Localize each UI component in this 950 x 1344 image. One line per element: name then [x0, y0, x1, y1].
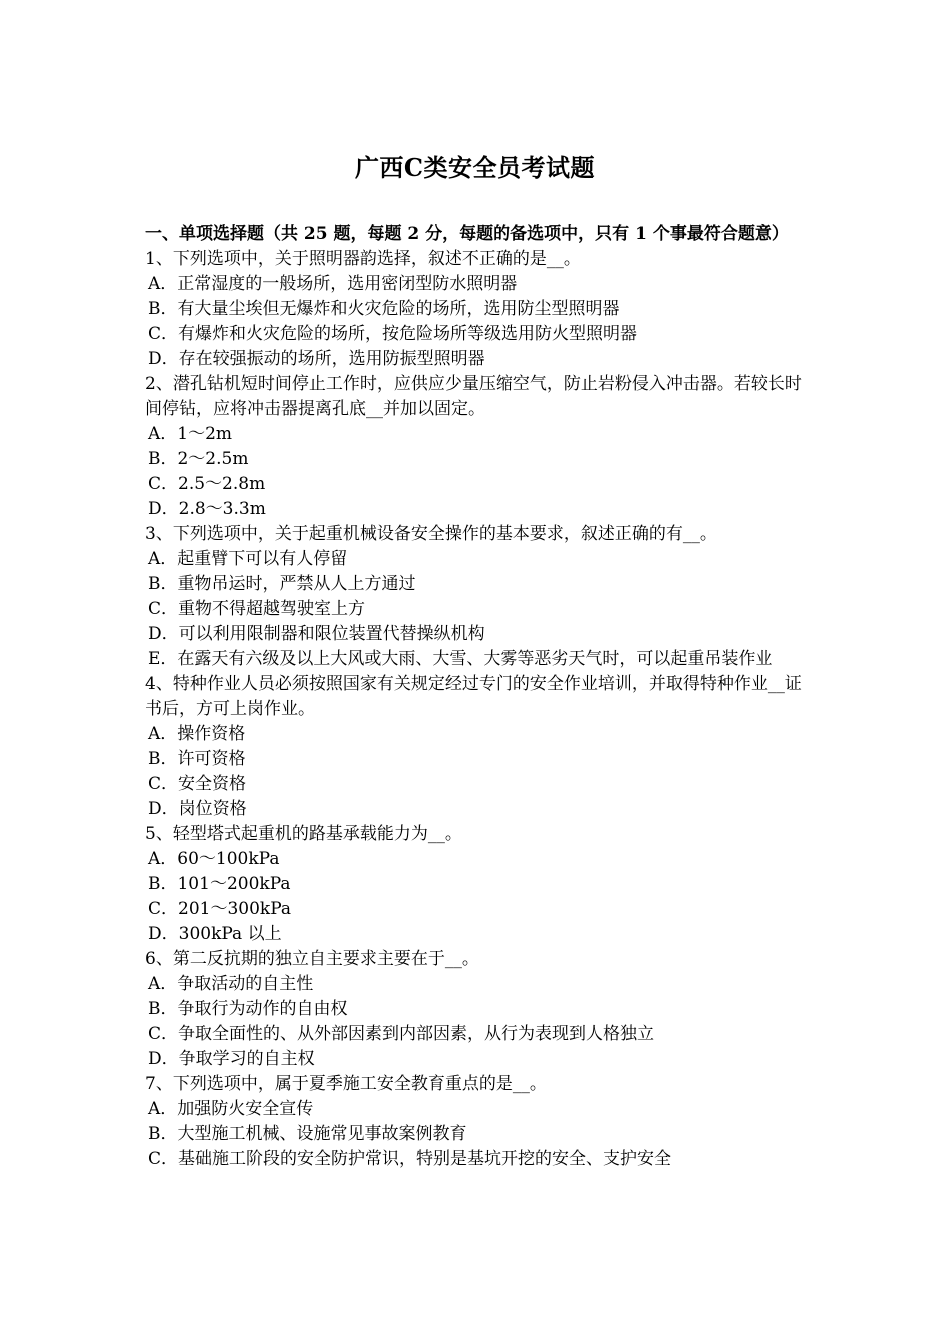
answer-option: C．有爆炸和火灾危险的场所，按危险场所等级选用防火型照明器 [148, 324, 638, 344]
question-list [145, 247, 810, 1172]
answer-option: B．有大量尘埃但无爆炸和火灾危险的场所，选用防尘型照明器 [148, 299, 620, 319]
question-stem: 4、特种作业人员必须按照国家有关规定经过专门的安全作业培训，并取得特种作业__证书后，方可上岗作业。 [145, 674, 802, 719]
document-title: 广西C类安全员考试题 [354, 153, 596, 182]
question-item [145, 947, 810, 1072]
answer-option: D．300kPa 以上 [148, 924, 282, 944]
answer-option: A．正常湿度的一般场所，选用密闭型防水照明器 [148, 274, 518, 294]
answer-option: A．加强防火安全宣传 [148, 1099, 314, 1119]
answer-option: C．基础施工阶段的安全防护常识，特别是基坑开挖的安全、支护安全 [148, 1149, 672, 1169]
question-item [145, 522, 810, 672]
answer-option: B．101～200kPa [148, 874, 291, 894]
answer-option: B．重物吊运时，严禁从人上方通过 [148, 574, 416, 594]
question-stem: 5、轻型塔式起重机的路基承载能力为__。 [145, 824, 462, 844]
question-stem: 7、下列选项中，属于夏季施工安全教育重点的是__。 [145, 1074, 547, 1094]
answer-option: D．可以利用限制器和限位装置代替操纵机构 [148, 624, 485, 644]
answer-option: D．争取学习的自主权 [148, 1049, 315, 1069]
answer-option: C．争取全面性的、从外部因素到内部因素，从行为表现到人格独立 [148, 1024, 655, 1044]
answer-option: C．安全资格 [148, 774, 247, 794]
answer-option: E．在露天有六级及以上大风或大雨、大雪、大雾等恶劣天气时，可以起重吊装作业 [148, 649, 773, 669]
answer-option: A．1～2m [148, 424, 233, 444]
answer-option: C．201～300kPa [148, 899, 292, 919]
answer-option: D．存在较强振动的场所，选用防振型照明器 [148, 349, 485, 369]
question-item [145, 822, 810, 947]
answer-option: B．2～2.5m [148, 449, 249, 469]
answer-option: A．起重臂下可以有人停留 [148, 549, 348, 569]
answer-option: B．大型施工机械、设施常见事故案例教育 [148, 1124, 467, 1144]
answer-option: A．操作资格 [148, 724, 246, 744]
answer-option: A．争取活动的自主性 [148, 974, 314, 994]
question-item [145, 672, 810, 822]
question-stem: 1、下列选项中，关于照明器韵选择，叙述不正确的是__。 [145, 249, 581, 269]
question-item [145, 247, 810, 372]
answer-option: B．争取行为动作的自由权 [148, 999, 348, 1019]
question-stem: 2、潜孔钻机短时间停止工作时，应供应少量压缩空气，防止岩粉侵入冲击器。若较长时间停钻，应将冲击器提离孔底__并加以固定。 [145, 374, 802, 419]
document-body [145, 222, 810, 1172]
question-item [145, 372, 810, 522]
answer-option: C．重物不得超越驾驶室上方 [148, 599, 366, 619]
answer-option: A．60～100kPa [148, 849, 280, 869]
answer-option: D．岗位资格 [148, 799, 247, 819]
answer-option: B．许可资格 [148, 749, 246, 769]
question-item [145, 1072, 810, 1172]
answer-option: C．2.5～2.8m [148, 474, 266, 494]
section-header: 一、单项选择题（共 25 题，每题 2 分，每题的备选项中，只有 1 个事最符合题意） [145, 224, 789, 244]
answer-option: D．2.8～3.3m [148, 499, 266, 519]
question-stem: 6、第二反抗期的独立自主要求主要在于__。 [145, 949, 479, 969]
question-stem: 3、下列选项中，关于起重机械设备安全操作的基本要求，叙述正确的有__。 [145, 524, 717, 544]
